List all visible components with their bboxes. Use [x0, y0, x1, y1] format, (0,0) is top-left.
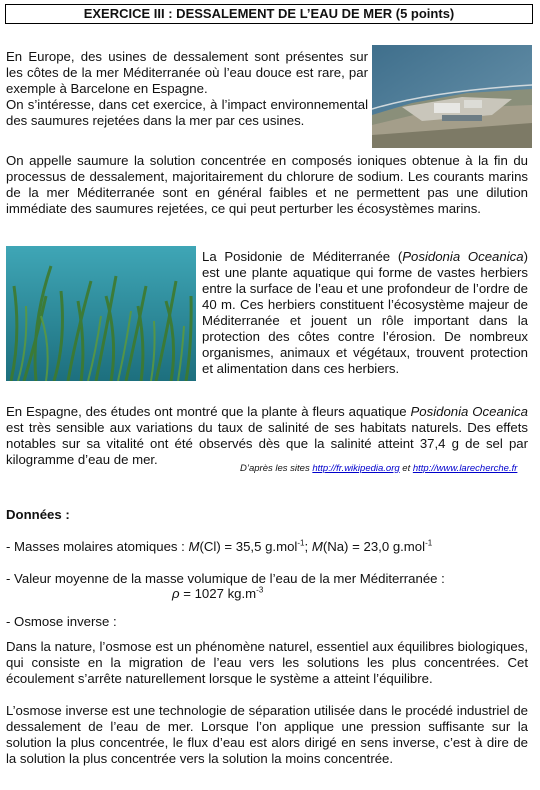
exercise-title: EXERCICE III : DESSALEMENT DE L’EAU DE MER (5 points) [5, 4, 533, 24]
species-name: Posidonia Oceanica [410, 404, 528, 419]
osmosis-paragraph-2: L’osmose inverse est une technologie de séparation utilisée dans le procédé industriel de dessalement de l’eau de mer. Lorsque l’on applique une pression suffisante sur la solution la plus concentrée, le flux d’eau est alors dirigé en sens inverse, c’est à dire de la solution la plus concentrée vers la solution la moins concentrée. [6, 703, 528, 766]
data-section-title: Données : [6, 507, 70, 522]
density-line: - Valeur moyenne de la masse volumique de l’eau de la mer Méditerranée : [6, 571, 445, 586]
density-value: ρ = 1027 $kg.m^{-3}$ [172, 585, 264, 601]
spain-study-paragraph: En Espagne, des études ont montré que la plante à fleurs aquatique Posidonia Oceanica est très sensible aux variations du taux de salinité de ses habitats naturels. Des effets notables sur sa vitalité ont été observés dès que la salinité atteint 37,4 g de sel par kilogramme d’eau de mer. [6, 404, 528, 467]
posidonia-seagrass-photo [6, 246, 196, 381]
osmosis-paragraph-1: Dans la nature, l’osmose est un phénomène naturel, essentiel aux équilibres biologiques, qui consiste en la migration de l’eau vers les solutions les plus concentrées. Cet écoulement s’arrête naturellement lorsque le système a atteint l’équilibre. [6, 639, 528, 686]
larecherche-link[interactable]: http://www.larecherche.fr [412, 463, 518, 474]
intro-paragraph-1: En Europe, des usines de dessalement sont présentes sur les côtes de la mer Méditerranée où l’eau douce est rare, par exemple à Barcelone en Espagne. [6, 49, 368, 96]
posidonia-paragraph: La Posidonie de Méditerranée (Posidonia Oceanica) est une plante aquatique qui forme de vastes herbiers entre la surface de l’eau et une profondeur de l’ordre de 40 m. Ces herbiers constituent l’écosystème majeur de Méditerranée et jouent un rôle important dans la protection des côtes contre l’érosion. De nombreux organismes, animaux et végétaux, trouvent protection et alimentation dans ces herbiers. [202, 249, 528, 376]
molar-masses-line: - Masses molaires atomiques : M(Cl) = 35,5 g.mol$^{-1}$; M(Na) = 23,0 g.mol$^{-1}$ [6, 538, 433, 554]
species-name: Posidonia Oceanica [402, 249, 524, 264]
intro-paragraph-2: On s’intéresse, dans cet exercice, à l’impact environnemental des saumures rejetées dans la mer par ces usines. [6, 97, 368, 128]
desalination-plant-photo [372, 45, 532, 148]
wikipedia-link[interactable]: http://fr.wikipedia.org [312, 463, 400, 474]
intro-paragraph-3: On appelle saumure la solution concentrée en composés ioniques obtenue à la fin du processus de dessalement, majoritairement du chlorure de sodium. Les courants marins de la mer Méditerranée sont en général faibles et ne permettent pas une dilution immédiate des saumures rejetées, ce qui peut perturber les écosystèmes marins. [6, 153, 528, 216]
reverse-osmosis-title: - Osmose inverse : [6, 614, 117, 629]
source-note: D’après les sites http://fr.wikipedia.org et http://www.larecherche.fr [240, 463, 518, 474]
